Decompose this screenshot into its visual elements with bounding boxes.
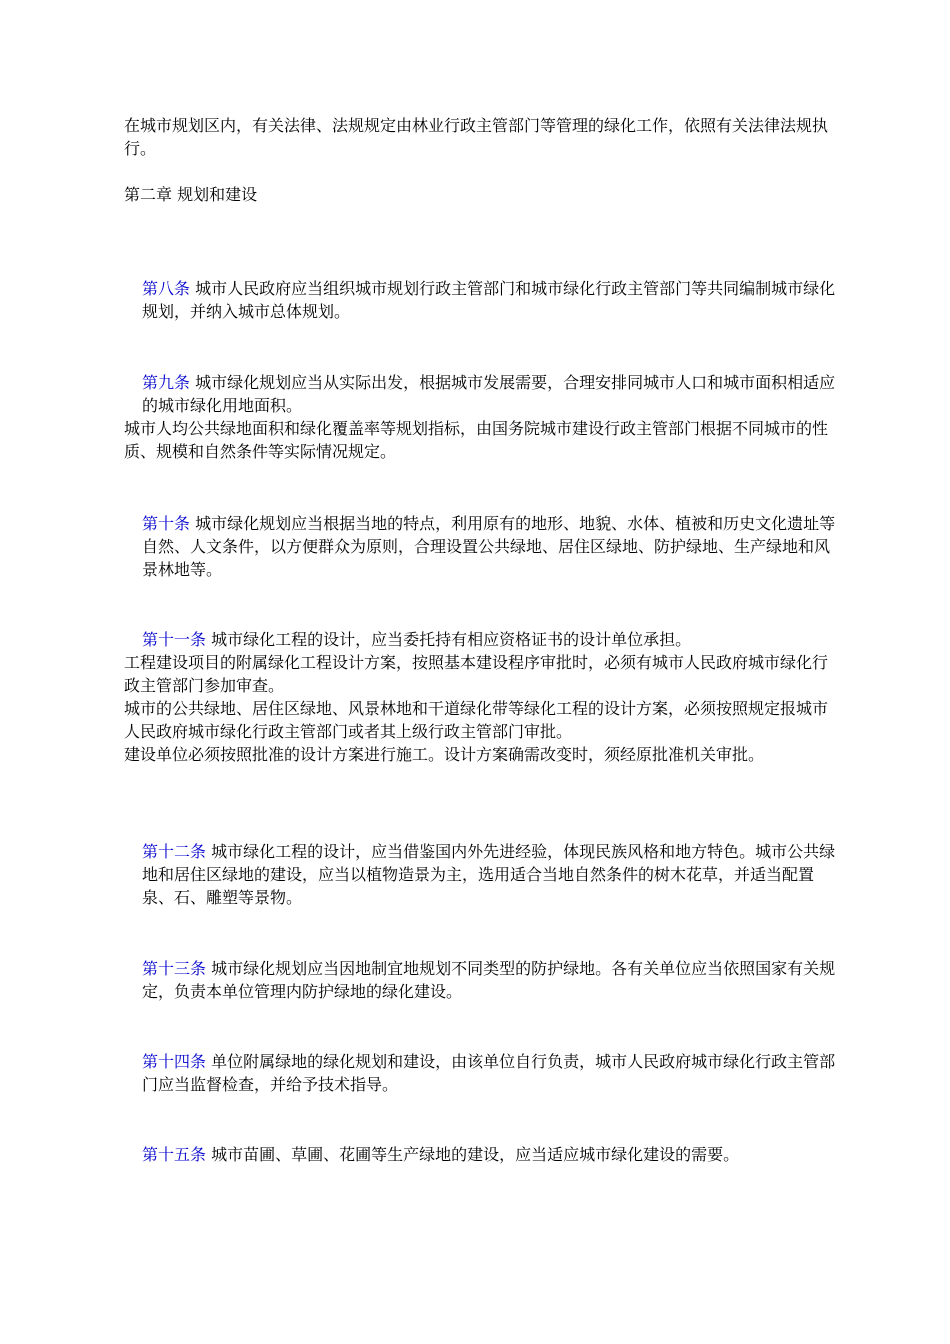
article-label: 第八条 — [142, 279, 191, 298]
article-paragraph: 城市的公共绿地、居住区绿地、风景林地和干道绿化带等绿化工程的设计方案，必须按照规定报城市人民政府城市绿化行政主管部门或者其上级行政主管部门审批。 — [124, 699, 829, 741]
article-paragraph — [124, 1050, 836, 1096]
article-paragraph — [124, 957, 836, 1003]
article-text: 城市人民政府应当组织城市规划行政主管部门和城市绿化行政主管部门等共同编制城市绿化规划，并纳入城市总体规划。 — [142, 279, 836, 321]
chapter-title: 第二章 规划和建设 — [124, 185, 258, 204]
article-paragraph — [124, 277, 836, 323]
article-text: 城市绿化工程的设计，应当借鉴国内外先进经验，体现民族风格和地方特色。城市公共绿地和居住区绿地的建设，应当以植物造景为主，选用适合当地自然条件的树木花草，并适当配置泉、石、雕塑等景物。 — [142, 842, 836, 907]
article-12 — [124, 840, 836, 909]
article-paragraph — [124, 512, 836, 581]
article-13 — [124, 957, 836, 1003]
article-label: 第十条 — [142, 514, 191, 533]
intro-paragraph: 在城市规划区内，有关法律、法规规定由林业行政主管部门等管理的绿化工作，依照有关法律法规执行。 — [124, 116, 829, 158]
article-paragraph — [124, 840, 836, 909]
article-9 — [124, 371, 836, 463]
chapter-block — [124, 183, 836, 206]
article-paragraph — [124, 1143, 836, 1166]
article-paragraph — [124, 628, 836, 651]
article-text: 城市绿化工程的设计，应当委托持有相应资格证书的设计单位承担。 — [211, 630, 692, 649]
intro-block — [124, 114, 836, 160]
article-text: 城市绿化规划应当从实际出发，根据城市发展需要，合理安排同城市人口和城市面积相适应的城市绿化用地面积。 — [142, 373, 836, 415]
article-label: 第十三条 — [142, 959, 207, 978]
article-text: 城市绿化规划应当根据当地的特点，利用原有的地形、地貌、水体、植被和历史文化遗址等自然、人文条件，以方便群众为原则，合理设置公共绿地、居住区绿地、防护绿地、生产绿地和风景林地等。 — [142, 514, 836, 579]
article-15 — [124, 1143, 836, 1166]
article-14 — [124, 1050, 836, 1096]
article-10 — [124, 512, 836, 581]
article-11 — [124, 628, 836, 766]
article-label: 第十二条 — [142, 842, 207, 861]
article-label: 第九条 — [142, 373, 191, 392]
article-text: 单位附属绿地的绿化规划和建设，由该单位自行负责，城市人民政府城市绿化行政主管部门应当监督检查，并给予技术指导。 — [142, 1052, 836, 1094]
article-text: 城市绿化规划应当因地制宜地规划不同类型的防护绿地。各有关单位应当依照国家有关规定，负责本单位管理内防护绿地的绿化建设。 — [142, 959, 836, 1001]
article-paragraph: 建设单位必须按照批准的设计方案进行施工。设计方案确需改变时，须经原批准机关审批。 — [124, 745, 765, 764]
article-label: 第十四条 — [142, 1052, 207, 1071]
article-text: 城市苗圃、草圃、花圃等生产绿地的建设，应当适应城市绿化建设的需要。 — [211, 1145, 740, 1164]
article-paragraph: 城市人均公共绿地面积和绿化覆盖率等规划指标，由国务院城市建设行政主管部门根据不同城市的性质、规模和自然条件等实际情况规定。 — [124, 419, 829, 461]
article-label: 第十五条 — [142, 1145, 207, 1164]
article-8 — [124, 277, 836, 323]
article-label: 第十一条 — [142, 630, 207, 649]
article-paragraph: 工程建设项目的附属绿化工程设计方案，按照基本建设程序审批时，必须有城市人民政府城市绿化行政主管部门参加审查。 — [124, 653, 829, 695]
article-paragraph — [124, 371, 836, 417]
